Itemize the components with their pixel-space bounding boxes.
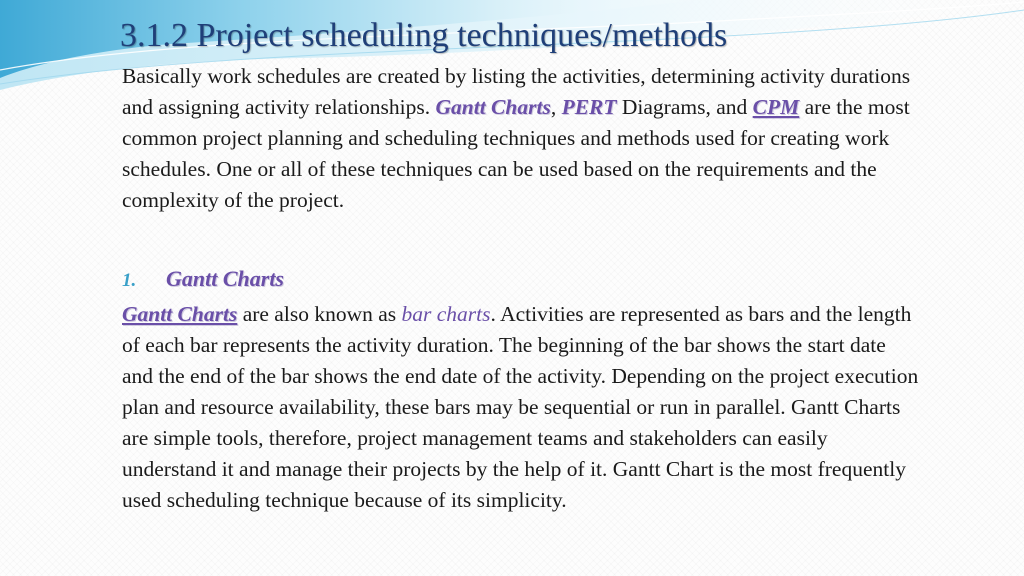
page-title: 3.1.2 Project scheduling techniques/methods <box>120 17 728 54</box>
intro-comma: , <box>550 95 562 119</box>
gantt-charts-lead-term: Gantt Charts <box>122 302 238 326</box>
pert-term: PERT <box>561 95 617 119</box>
slide-content <box>122 61 922 516</box>
gantt-text-1: are also known as <box>237 302 402 326</box>
gantt-paragraph <box>122 299 922 516</box>
section-heading <box>122 259 922 301</box>
intro-text-2: Diagrams, and <box>616 95 753 119</box>
intro-text-3: are the most common project planning and scheduling techniques and methods used for creating work schedules. One or all of these techniques can be used based on the requirements and the complexity of the project. <box>122 95 910 212</box>
gantt-text-2: . Activities are represented as bars and the length of each bar represents the activity duration. The beginning of the bar shows the start date and the end of the bar shows the end date of the activity. Depending on the project execution plan and resource availability, these bars may be sequential or run in parallel. Gantt Charts are simple tools, therefore, project management teams and stakeholders can easily understand it and manage their projects by the help of it. Gantt Chart is the most frequently used scheduling technique because of its simplicity. <box>122 302 919 512</box>
section-heading-label: Gantt Charts <box>166 266 284 291</box>
intro-text-1: Basically work schedules are created by listing the activities, determining activity durations and assigning activity relationships. <box>122 64 911 119</box>
bar-charts-term: bar charts <box>401 302 491 326</box>
section-number: 1. <box>122 270 137 291</box>
cpm-term: CPM <box>752 95 800 119</box>
intro-paragraph <box>122 61 922 216</box>
gantt-charts-term: Gantt Charts <box>435 95 551 119</box>
